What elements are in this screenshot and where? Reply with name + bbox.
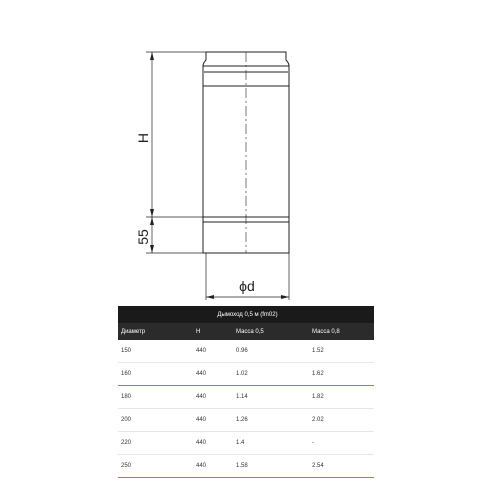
- cell-diameter: 150: [118, 340, 193, 363]
- cell-diameter: 220: [118, 432, 193, 455]
- table-header-row: [118, 323, 374, 340]
- table-row: [118, 386, 374, 409]
- bottom-label: 55: [135, 229, 151, 245]
- header-h: H: [193, 323, 233, 340]
- header-diameter: Диаметр: [118, 323, 193, 340]
- cell-h: 440: [193, 409, 233, 432]
- cell-mass-08: 1.52: [309, 340, 374, 363]
- table-title: Дымоход 0,5 м (fm02): [118, 306, 374, 323]
- header-mass-05: Масса 0,5: [233, 323, 309, 340]
- arrow-d-right: [281, 295, 289, 299]
- cell-mass-05: 0.96: [233, 340, 309, 363]
- arrow-d-left: [206, 295, 214, 299]
- table-row: [118, 409, 374, 432]
- table-title-row: [118, 306, 374, 323]
- cell-diameter: 180: [118, 386, 193, 409]
- height-label: H: [135, 132, 151, 144]
- arrow-55-bottom: [150, 245, 154, 253]
- header-mass-08: Масса 0,8: [309, 323, 374, 340]
- cell-mass-05: 1.58: [233, 455, 309, 478]
- cell-mass-05: 1.14: [233, 386, 309, 409]
- cell-h: 440: [193, 386, 233, 409]
- cell-mass-05: 1.02: [233, 363, 309, 386]
- table-row: [118, 363, 374, 386]
- cell-diameter: 160: [118, 363, 193, 386]
- cell-mass-05: 1.4: [233, 432, 309, 455]
- spec-table: [118, 306, 374, 478]
- cell-diameter: 200: [118, 409, 193, 432]
- table-row: [118, 340, 374, 363]
- diameter-label: ϕd: [239, 278, 255, 294]
- cell-mass-08: 1.62: [309, 363, 374, 386]
- arrow-h-top: [150, 52, 154, 60]
- arrow-h-mid-up: [150, 209, 154, 217]
- cell-diameter: 250: [118, 455, 193, 478]
- cell-h: 440: [193, 455, 233, 478]
- cell-mass-08: 2.02: [309, 409, 374, 432]
- cell-mass-08: 2.54: [309, 455, 374, 478]
- cell-mass-08: 1.82: [309, 386, 374, 409]
- arrow-55-down: [150, 217, 154, 225]
- cell-mass-08: -: [309, 432, 374, 455]
- cell-h: 440: [193, 432, 233, 455]
- table-row: [118, 432, 374, 455]
- table-row: [118, 455, 374, 478]
- cell-mass-05: 1.26: [233, 409, 309, 432]
- cell-h: 440: [193, 363, 233, 386]
- cell-h: 440: [193, 340, 233, 363]
